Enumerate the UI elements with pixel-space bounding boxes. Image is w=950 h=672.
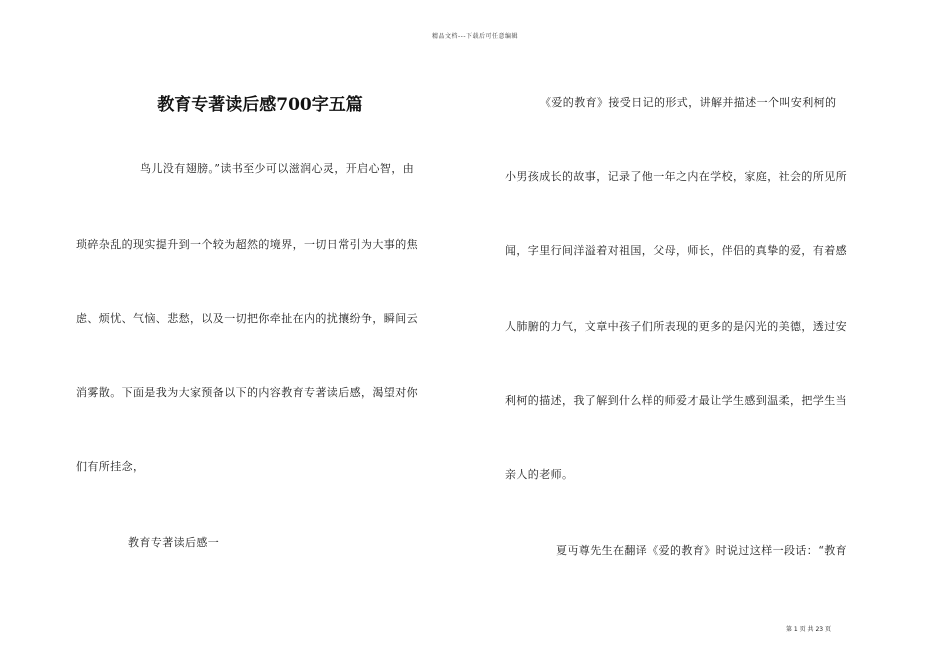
paragraph-line: 们有所挂念，	[76, 460, 145, 473]
page-number: 第 1 页 共 23 页	[786, 626, 831, 633]
paragraph-line: 鸟儿没有翅膀。”读书至少可以滋润心灵，开启心智，由	[140, 162, 415, 175]
paragraph-line: 琐碎杂乱的现实提升到一个较为超然的境界，一切日常引为大事的焦	[76, 238, 418, 251]
document-title: 教育专著读后感700字五篇	[157, 95, 363, 115]
paragraph-line: 虑、烦忧、气恼、悲愁，以及一切把你牵扯在内的扰攘纷争，瞬间云	[76, 312, 418, 325]
paragraph-line: 利柯的描述，我了解到什么样的师爱才最让学生感到温柔，把学生当	[505, 394, 847, 407]
page-header: 精品文档---下载后可任意编辑	[432, 33, 518, 40]
section-heading: 教育专著读后感一	[128, 536, 220, 549]
paragraph-line: 小男孩成长的故事，记录了他一年之内在学校，家庭，社会的所见所	[505, 170, 847, 183]
paragraph-line: 夏丏尊先生在翻译《爱的教育》时说过这样一段话：“教育	[556, 544, 848, 557]
paragraph-line: 《爱的教育》接受日记的形式，讲解并描述一个叫安利柯的	[540, 96, 837, 109]
paragraph-line: 亲人的老师。	[505, 468, 574, 481]
paragraph-line: 闻，字里行间洋溢着对祖国，父母，师长，伴侣的真挚的爱，有着感	[505, 244, 847, 257]
paragraph-line: 人肺腑的力气，文章中孩子们所表现的更多的是闪光的美德，透过安	[505, 320, 847, 333]
paragraph-line: 消雾散。下面是我为大家预备以下的内容教育专著读后感，渴望对你	[76, 386, 418, 399]
